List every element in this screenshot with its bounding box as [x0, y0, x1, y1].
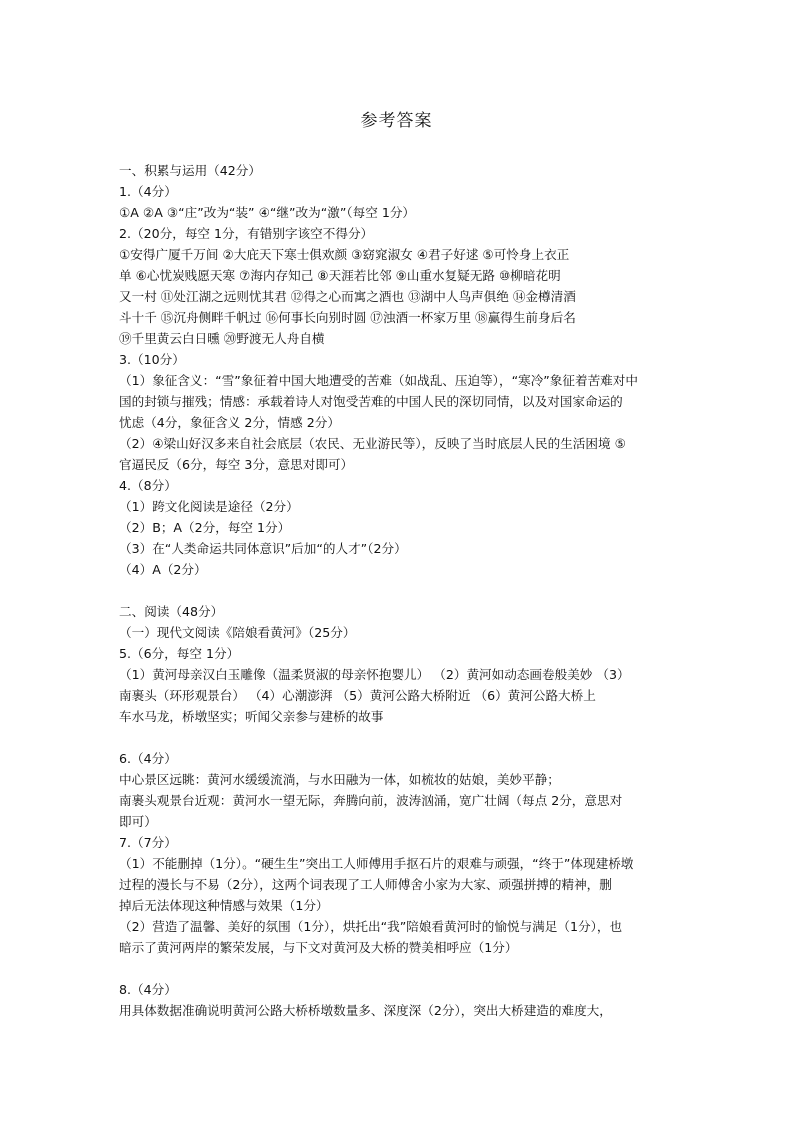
- text-line: 斗十千 ⑮沉舟侧畔千帆过 ⑯何事长向别时圆 ⑰浊酒一杯家万里 ⑱赢得生前身后名: [119, 310, 576, 325]
- text-line: 5.（6分，每空 1分）: [119, 646, 240, 661]
- text-line: 车水马龙，桥墩坚实；听闻父亲参与建桥的故事: [119, 709, 384, 724]
- text-line: （1）黄河母亲汉白玉雕像（温柔贤淑的母亲怀抱婴儿） （2）黄河如动态画卷般美妙 （3）: [119, 667, 630, 682]
- text-line: 8.（4分）: [119, 982, 177, 997]
- text-line: 中心景区远眺：黄河水缓缓流淌，与水田融为一体，如梳妆的姑娘，美妙平静；: [119, 772, 560, 787]
- text-line: 忧虑（4分，象征含义 2分，情感 2分）: [119, 415, 340, 430]
- text-line: 二、阅读（48分）: [119, 604, 224, 619]
- text-line: （1）象征含义：“雪”象征着中国大地遭受的苦难（如战乱、压迫等），“寒冷”象征着苦难对中: [119, 373, 638, 388]
- answer-content: [119, 160, 679, 1021]
- text-line: （1）不能删掉（1分）。“硬生生”突出工人师傅用手抠石片的艰难与顽强，“终于”体现建桥墩: [119, 856, 634, 871]
- text-line: （2）④梁山好汉多来自社会底层（农民、无业游民等），反映了当时底层人民的生活困境 ⑤: [119, 436, 626, 451]
- text-line: （2）B；A（2分，每空 1分）: [119, 520, 291, 535]
- text-line: ①安得广厦千万间 ②大庇天下寒士俱欢颜 ③窈窕淑女 ④君子好逑 ⑤可怜身上衣正: [119, 247, 570, 262]
- text-line: （4）A（2分）: [119, 562, 207, 577]
- blank-line: [119, 958, 679, 979]
- blank-line: [119, 727, 679, 748]
- text-line: 暗示了黄河两岸的繁荣发展，与下文对黄河及大桥的赞美相呼应（1分）: [119, 940, 518, 955]
- text-line: 过程的漫长与不易（2分），这两个词表现了工人师傅舍小家为大家、顽强拼搏的精神，删: [119, 877, 612, 892]
- text-line: 南裹头（环形观景台） （4）心潮澎湃 （5）黄河公路大桥附近 （6）黄河公路大桥上: [119, 688, 596, 703]
- text-line: （3）在“人类命运共同体意识”后加“的人才”（2分）: [119, 541, 407, 556]
- text-line: 一、积累与运用（42分）: [119, 163, 261, 178]
- text-line: 国的封锁与摧残；情感：承载着诗人对饱受苦难的中国人民的深切同情，以及对国家命运的: [119, 394, 623, 409]
- text-line: 2.（20分，每空 1分，有错别字该空不得分）: [119, 226, 374, 241]
- text-line: 南裹头观景台近观：黄河水一望无际，奔腾向前，波涛汹涌，宽广壮阔（每点 2分，意思对: [119, 793, 623, 808]
- text-line: 即可）: [119, 814, 157, 829]
- text-line: （一）现代文阅读《陪娘看黄河》（25分）: [119, 625, 356, 640]
- text-line: 6.（4分）: [119, 751, 177, 766]
- text-line: 用具体数据准确说明黄河公路大桥桥墩数量多、深度深（2分），突出大桥建造的难度大，: [119, 1003, 612, 1018]
- text-line: 7.（7分）: [119, 835, 177, 850]
- blank-line: [119, 580, 679, 601]
- text-line: 掉后无法体现这种情感与效果（1分）: [119, 898, 329, 913]
- text-line: 3.（10分）: [119, 352, 185, 367]
- text-line: 单 ⑥心忧炭贱愿天寒 ⑦海内存知己 ⑧天涯若比邻 ⑨山重水复疑无路 ⑩柳暗花明: [119, 268, 561, 283]
- text-line: ①A ②A ③“庄”改为“装” ④“继”改为“激”（每空 1分）: [119, 205, 416, 220]
- text-line: 4.（8分）: [119, 478, 177, 493]
- text-line: 1.（4分）: [119, 184, 177, 199]
- text-line: （2）营造了温馨、美好的氛围（1分），烘托出“我”陪娘看黄河时的愉悦与满足（1分），也: [119, 919, 623, 934]
- page-title: 参考答案: [360, 111, 433, 131]
- text-line: （1）跨文化阅读是途径（2分）: [119, 499, 299, 514]
- text-line: 又一村 ⑪处江湖之远则忧其君 ⑫得之心而寓之酒也 ⑬湖中人鸟声俱绝 ⑭金樽清酒: [119, 289, 576, 304]
- text-line: ⑲千里黄云白日曛 ⑳野渡无人舟自横: [119, 331, 325, 346]
- text-line: 官逼民反（6分，每空 3分，意思对即可）: [119, 457, 354, 472]
